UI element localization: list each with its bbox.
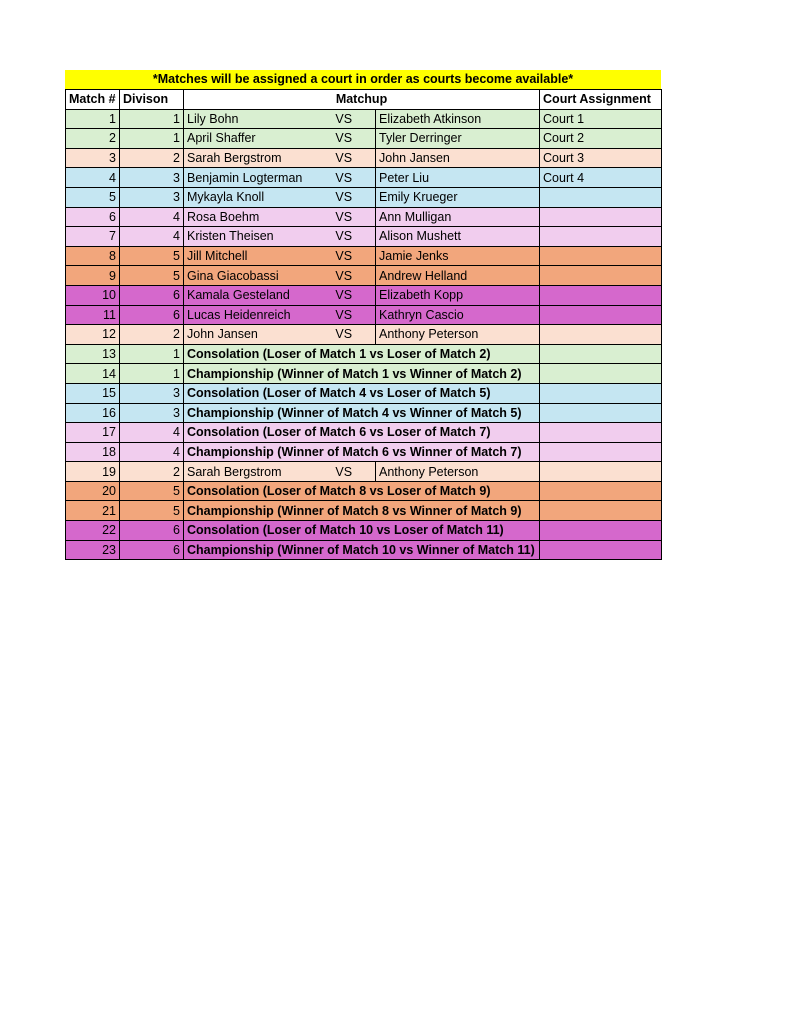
player-two-cell[interactable]: Emily Krueger	[376, 187, 540, 207]
match-number-cell[interactable]: 7	[66, 227, 120, 247]
player-one-cell[interactable]: Gina Giacobassi	[184, 266, 313, 286]
table-row	[66, 521, 662, 541]
header-court-assignment: Court Assignment	[540, 90, 662, 110]
court-assignment-cell[interactable]	[540, 305, 662, 325]
division-cell[interactable]: 5	[120, 266, 184, 286]
match-number-cell[interactable]: 17	[66, 423, 120, 443]
division-cell[interactable]: 6	[120, 305, 184, 325]
matchup-cell[interactable]: Consolation (Loser of Match 10 vs Loser of Match 11)	[184, 521, 540, 541]
matchup-cell[interactable]: Championship (Winner of Match 10 vs Winner of Match 11)	[184, 540, 540, 560]
court-assignment-cell[interactable]	[540, 285, 662, 305]
vs-cell[interactable]: VS	[313, 207, 376, 227]
division-cell[interactable]: 5	[120, 481, 184, 501]
player-two-cell[interactable]: Ann Mulligan	[376, 207, 540, 227]
match-number-cell[interactable]: 4	[66, 168, 120, 188]
division-cell[interactable]: 2	[120, 148, 184, 168]
player-two-cell[interactable]: Alison Mushett	[376, 227, 540, 247]
match-number-cell[interactable]: 10	[66, 285, 120, 305]
court-assignment-cell[interactable]	[540, 462, 662, 482]
court-assignment-notice: *Matches will be assigned a court in order as courts become available*	[65, 70, 661, 89]
court-assignment-cell[interactable]	[540, 540, 662, 560]
court-assignment-cell[interactable]	[540, 227, 662, 247]
court-assignment-cell[interactable]: Court 3	[540, 148, 662, 168]
match-number-cell[interactable]: 21	[66, 501, 120, 521]
header-matchup: Matchup	[184, 90, 540, 110]
division-cell[interactable]: 6	[120, 521, 184, 541]
player-one-cell[interactable]: Jill Mitchell	[184, 246, 313, 266]
match-number-cell[interactable]: 12	[66, 325, 120, 345]
court-assignment-cell[interactable]	[540, 403, 662, 423]
court-assignment-cell[interactable]	[540, 364, 662, 384]
player-two-cell[interactable]: Elizabeth Kopp	[376, 285, 540, 305]
table-row	[66, 462, 662, 482]
match-number-cell[interactable]: 19	[66, 462, 120, 482]
player-two-cell[interactable]: Tyler Derringer	[376, 129, 540, 149]
division-cell[interactable]: 5	[120, 246, 184, 266]
table-row	[66, 187, 662, 207]
table-row	[66, 129, 662, 149]
division-cell[interactable]: 3	[120, 187, 184, 207]
division-cell[interactable]: 6	[120, 540, 184, 560]
matchup-cell[interactable]: Consolation (Loser of Match 8 vs Loser of Match 9)	[184, 481, 540, 501]
division-cell[interactable]: 4	[120, 227, 184, 247]
match-number-cell[interactable]: 1	[66, 109, 120, 129]
vs-cell[interactable]: VS	[313, 266, 376, 286]
player-one-cell[interactable]: Benjamin Logterman	[184, 168, 313, 188]
table-row	[66, 383, 662, 403]
matchup-cell[interactable]: Championship (Winner of Match 4 vs Winner of Match 5)	[184, 403, 540, 423]
match-number-cell[interactable]: 15	[66, 383, 120, 403]
court-assignment-cell[interactable]	[540, 481, 662, 501]
player-two-cell[interactable]: Andrew Helland	[376, 266, 540, 286]
division-cell[interactable]: 1	[120, 129, 184, 149]
court-assignment-cell[interactable]	[540, 521, 662, 541]
table-row	[66, 148, 662, 168]
match-number-cell[interactable]: 22	[66, 521, 120, 541]
player-one-cell[interactable]: Sarah Bergstrom	[184, 148, 313, 168]
table-row	[66, 501, 662, 521]
player-one-cell[interactable]: Lucas Heidenreich	[184, 305, 313, 325]
match-number-cell[interactable]: 8	[66, 246, 120, 266]
vs-cell[interactable]: VS	[313, 187, 376, 207]
player-one-cell[interactable]: April Shaffer	[184, 129, 313, 149]
division-cell[interactable]: 4	[120, 423, 184, 443]
matchup-cell[interactable]: Consolation (Loser of Match 1 vs Loser of Match 2)	[184, 344, 540, 364]
match-number-cell[interactable]: 23	[66, 540, 120, 560]
table-row	[66, 305, 662, 325]
court-assignment-cell[interactable]	[540, 266, 662, 286]
table-row	[66, 540, 662, 560]
player-one-cell[interactable]: Kamala Gesteland	[184, 285, 313, 305]
table-row	[66, 207, 662, 227]
vs-cell[interactable]: VS	[313, 305, 376, 325]
division-cell[interactable]: 1	[120, 344, 184, 364]
court-assignment-cell[interactable]	[540, 207, 662, 227]
division-cell[interactable]: 6	[120, 285, 184, 305]
player-two-cell[interactable]: Anthony Peterson	[376, 325, 540, 345]
vs-cell[interactable]: VS	[313, 129, 376, 149]
vs-cell[interactable]: VS	[313, 325, 376, 345]
division-cell[interactable]: 4	[120, 442, 184, 462]
division-cell[interactable]: 3	[120, 168, 184, 188]
table-row	[66, 168, 662, 188]
header-row	[66, 90, 662, 110]
table-row	[66, 442, 662, 462]
table-row	[66, 227, 662, 247]
match-number-cell[interactable]: 6	[66, 207, 120, 227]
match-schedule-table	[65, 89, 662, 560]
table-row	[66, 109, 662, 129]
court-assignment-cell[interactable]	[540, 383, 662, 403]
table-row	[66, 285, 662, 305]
match-number-cell[interactable]: 3	[66, 148, 120, 168]
court-assignment-cell[interactable]	[540, 344, 662, 364]
table-row	[66, 266, 662, 286]
player-one-cell[interactable]: Kristen Theisen	[184, 227, 313, 247]
matchup-cell[interactable]: Consolation (Loser of Match 4 vs Loser of Match 5)	[184, 383, 540, 403]
vs-cell[interactable]: VS	[313, 109, 376, 129]
match-number-cell[interactable]: 18	[66, 442, 120, 462]
player-two-cell[interactable]: Jamie Jenks	[376, 246, 540, 266]
match-number-cell[interactable]: 11	[66, 305, 120, 325]
match-schedule-sheet	[65, 70, 661, 560]
table-row	[66, 423, 662, 443]
match-number-cell[interactable]: 5	[66, 187, 120, 207]
court-assignment-cell[interactable]: Court 2	[540, 129, 662, 149]
player-two-cell[interactable]: Elizabeth Atkinson	[376, 109, 540, 129]
header-match-number: Match #	[66, 90, 120, 110]
division-cell[interactable]: 2	[120, 462, 184, 482]
player-one-cell[interactable]: Mykayla Knoll	[184, 187, 313, 207]
match-number-cell[interactable]: 9	[66, 266, 120, 286]
matchup-cell[interactable]: Championship (Winner of Match 8 vs Winner of Match 9)	[184, 501, 540, 521]
table-row	[66, 364, 662, 384]
table-row	[66, 481, 662, 501]
matchup-cell[interactable]: Championship (Winner of Match 1 vs Winner of Match 2)	[184, 364, 540, 384]
table-row	[66, 403, 662, 423]
division-cell[interactable]: 2	[120, 325, 184, 345]
matchup-cell[interactable]: Consolation (Loser of Match 6 vs Loser of Match 7)	[184, 423, 540, 443]
match-number-cell[interactable]: 20	[66, 481, 120, 501]
vs-cell[interactable]: VS	[313, 168, 376, 188]
table-row	[66, 344, 662, 364]
court-assignment-cell[interactable]: Court 4	[540, 168, 662, 188]
division-cell[interactable]: 4	[120, 207, 184, 227]
vs-cell[interactable]: VS	[313, 246, 376, 266]
court-assignment-cell[interactable]	[540, 501, 662, 521]
player-two-cell[interactable]: Peter Liu	[376, 168, 540, 188]
vs-cell[interactable]: VS	[313, 227, 376, 247]
player-one-cell[interactable]: Sarah Bergstrom	[184, 462, 313, 482]
match-number-cell[interactable]: 13	[66, 344, 120, 364]
court-assignment-cell[interactable]	[540, 325, 662, 345]
division-cell[interactable]: 1	[120, 364, 184, 384]
division-cell[interactable]: 1	[120, 109, 184, 129]
court-assignment-cell[interactable]: Court 1	[540, 109, 662, 129]
player-one-cell[interactable]: John Jansen	[184, 325, 313, 345]
court-assignment-cell[interactable]	[540, 423, 662, 443]
match-number-cell[interactable]: 14	[66, 364, 120, 384]
match-number-cell[interactable]: 2	[66, 129, 120, 149]
match-number-cell[interactable]: 16	[66, 403, 120, 423]
table-row	[66, 246, 662, 266]
player-two-cell[interactable]: Anthony Peterson	[376, 462, 540, 482]
header-division: Divison	[120, 90, 184, 110]
vs-cell[interactable]: VS	[313, 462, 376, 482]
division-cell[interactable]: 3	[120, 383, 184, 403]
matchup-cell[interactable]: Championship (Winner of Match 6 vs Winner of Match 7)	[184, 442, 540, 462]
table-row	[66, 325, 662, 345]
match-rows	[66, 109, 662, 560]
vs-cell[interactable]: VS	[313, 148, 376, 168]
court-assignment-cell[interactable]	[540, 246, 662, 266]
court-assignment-cell[interactable]	[540, 442, 662, 462]
court-assignment-cell[interactable]	[540, 187, 662, 207]
player-two-cell[interactable]: John Jansen	[376, 148, 540, 168]
player-two-cell[interactable]: Kathryn Cascio	[376, 305, 540, 325]
division-cell[interactable]: 3	[120, 403, 184, 423]
player-one-cell[interactable]: Rosa Boehm	[184, 207, 313, 227]
vs-cell[interactable]: VS	[313, 285, 376, 305]
player-one-cell[interactable]: Lily Bohn	[184, 109, 313, 129]
division-cell[interactable]: 5	[120, 501, 184, 521]
